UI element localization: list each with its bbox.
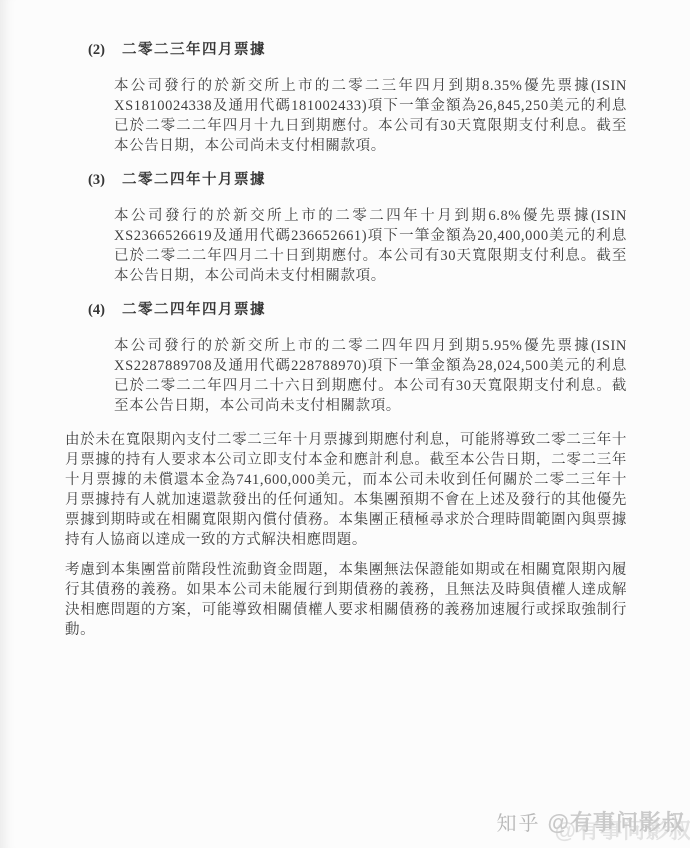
section-heading-row: [88, 40, 627, 60]
section-number: (2): [88, 42, 105, 58]
note-section-2024-october: [65, 170, 627, 286]
zhihu-logo-text: 知乎: [496, 813, 541, 835]
section-body: 本公司發行的於新交所上市的二零二三年四月到期8.35%優先票據(ISIN XS1810024338及通用代碼181002433)項下一筆金額為26,845,250美元的利息已於二零二二年四月十九日到期應付。本公司有30天寬限期支付利息。截至本公告日期，本公司尚未支付相關款項。: [114, 78, 627, 154]
note-section-2023-april: [65, 40, 627, 156]
watermark-author-handle: @有事问影叔: [547, 810, 685, 835]
section-title: 二零二四年四月票據: [122, 302, 266, 318]
section-body: 本公司發行的於新交所上市的二零二四年十月到期6.8%優先票據(ISIN XS2366526619及通用代碼236652661)項下一筆金額為20,400,000美元的利息已於二零二二年四月二十日到期應付。本公司有30天寬限期支付利息。截至本公告日期，本公司尚未支付相關款項。: [114, 208, 627, 284]
paragraph-grace-period-default: 由於未在寬限期內支付二零二三年十月票據到期應付利息，可能將導致二零二三年十月票據的持有人要求本公司立即支付本金和應計利息。截至本公告日期，二零二三年十月票據的未償還本金為741,600,000美元，而本公司未收到任何關於二零二三年十月票據持有人就加速還款發出的任何通知。本集團預期不會在上述及發行的其他優先票據到期時或在相關寬限期內償付債務。本集團正積極尋求於合理時間範圍內與票據持有人協商以達成一致的方式解決相應問題。: [65, 432, 627, 548]
section-body: 本公司發行的於新交所上市的二零二四年四月到期5.95%優先票據(ISIN XS2287889708及通用代碼228788970)項下一筆金額為28,024,500美元的利息已於二零二二年四月二十六日到期應付。本公司有30天寬限期支付利息。截至本公告日期，本公司尚未支付相關款項。: [114, 338, 627, 414]
section-title: 二零二三年四月票據: [122, 42, 266, 58]
section-number: (3): [88, 172, 105, 188]
section-number: (4): [88, 302, 105, 318]
section-heading-row: [88, 300, 627, 320]
section-title: 二零二四年十月票據: [122, 172, 266, 188]
section-heading-row: [88, 170, 627, 190]
note-section-2024-april: [65, 300, 627, 416]
paragraph-liquidity-warning: 考慮到本集團當前階段性流動資金問題，本集團無法保證能如期或在相關寬限期內履行其債務的義務。如果本公司未能履行到期債務的義務，且無法及時與債權人達成解決相應問題的方案，可能導致相關債權人要求相關債務的義務加速履行或採取強制行動。: [65, 562, 627, 638]
zhihu-watermark: [497, 806, 685, 837]
